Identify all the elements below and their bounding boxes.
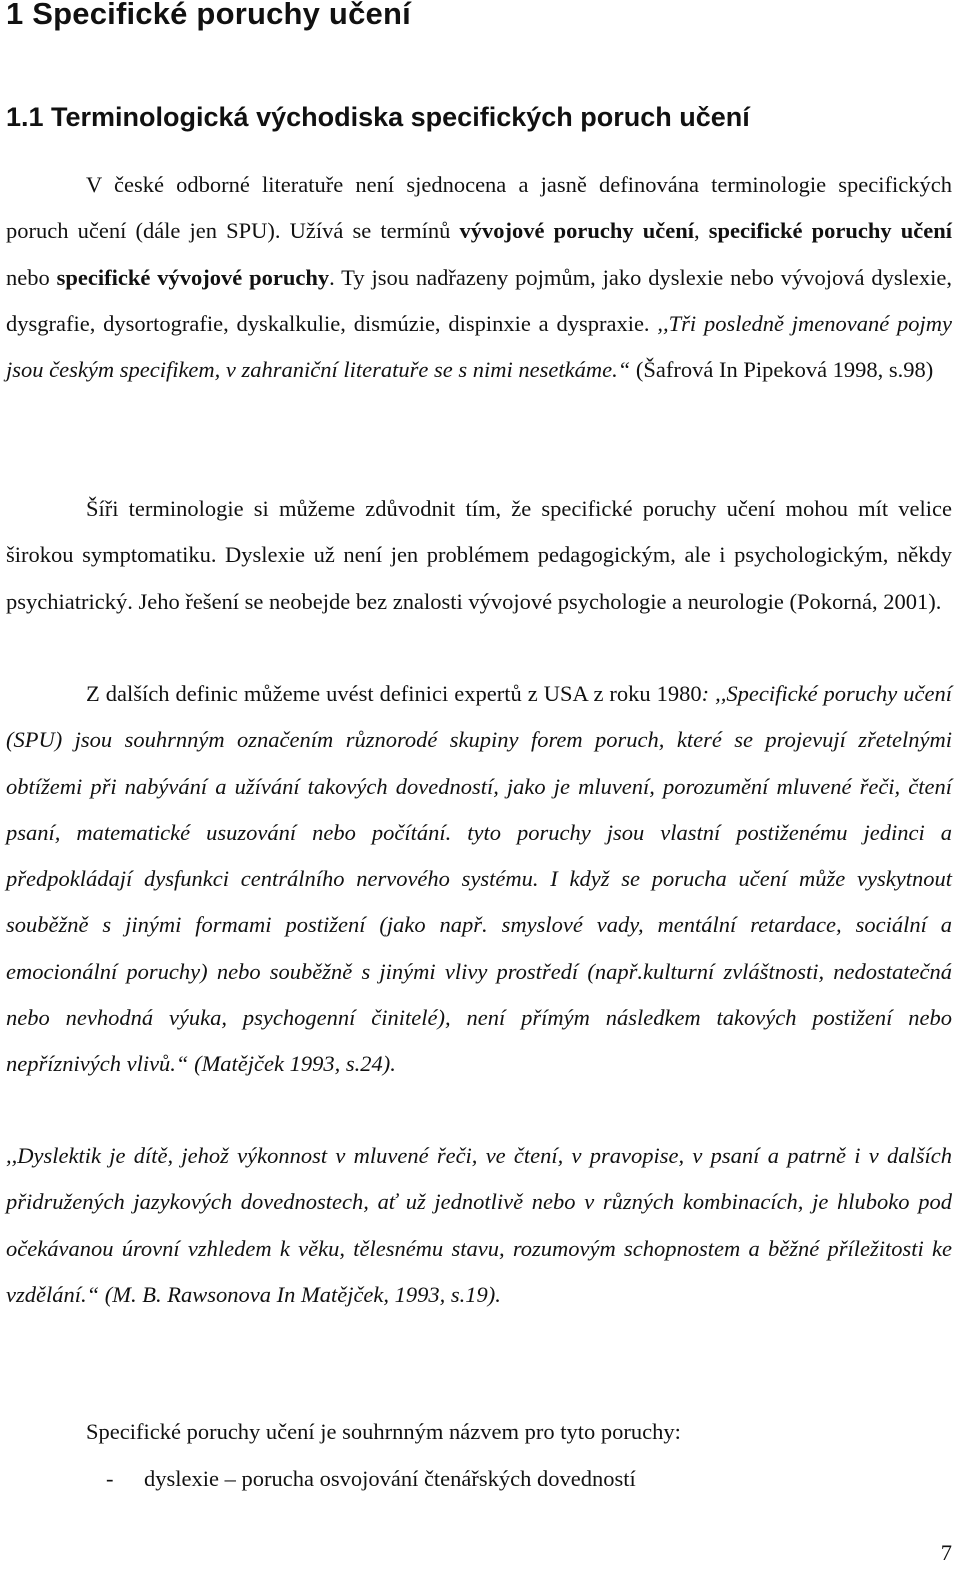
list-item bbox=[106, 1456, 636, 1502]
term-bold: vývojové poruchy učení bbox=[459, 218, 694, 244]
list-item-text: dyslexie – porucha osvojování čtenářských dovedností bbox=[144, 1466, 636, 1491]
paragraph-text: nebo bbox=[6, 264, 57, 290]
citation: (Šafrová In Pipeková 1998, s.98) bbox=[630, 357, 934, 383]
paragraph-text: Z dalších definic můžeme uvést definici expertů z USA z roku 1980 bbox=[86, 681, 702, 706]
section-title: 1.1 Terminologická východiska specifických poruch učení bbox=[6, 102, 750, 132]
page-number: 7 bbox=[940, 1540, 952, 1565]
quotation: : ,,Specifické poruchy učení (SPU) jsou souhrnným označením různorodé skupiny forem poruch, které se projevují zřetelnými obtížemi při nabývání a užívání takových dovedností, jako je mluvení, porozumění mluvené řeči, čtení psaní, matematické usuzování nebo počítání. tyto poruchy jsou vlastní postiženému jedinci a předpokládají dysfunkci centrálního nervového systému. I když se porucha učení může vyskytnout souběžně s jinými formami postižení (jako např. smyslové vady, mentální retardace, sociální a emocionální poruchy) nebo souběžně s jinými vlivy prostředí (např.kulturní zvláštnosti, nedostatečná nebo nevhodná výuka, psychogenní činitelé), není přímým následkem takových postižení nebo nepříznivých vlivů.“ (Matějček 1993, s.24). bbox=[6, 681, 952, 1077]
paragraph-terminology bbox=[6, 162, 952, 393]
term-bold: specifické vývojové poruchy bbox=[56, 264, 330, 290]
paragraph-list-intro: Specifické poruchy učení je souhrnným názvem pro tyto poruchy: bbox=[86, 1419, 681, 1444]
paragraph-text: . Ty jsou nadřazeny pojmům, jako dyslexie nebo vývojová dyslexie, dysgrafie, dysortografie, dyskalkulie, dismúzie, dispinxie a dyspraxie. bbox=[6, 264, 952, 336]
term-bold: specifické poruchy učení bbox=[708, 218, 952, 244]
list-dash: - bbox=[106, 1466, 114, 1491]
paragraph-text: , bbox=[694, 218, 709, 244]
paragraph-symptomatics: Šíři terminologie si můžeme zdůvodnit tím, že specifické poruchy učení mohou mít velice širokou symptomatiku. Dyslexie už není jen problémem pedagogickým, ale i psychologickým, někdy psychiatrický. Jeho řešení se neobejde bez znalosti vývojové psychologie a neurologie (Pokorná, 2001). bbox=[6, 496, 952, 614]
quotation: ,,Dyslektik je dítě, jehož výkonnost v mluvené řeči, ve čtení, v pravopise, v psaní a patrně i v dalších přidružených jazykových dovednostech, ať už jednotlivě nebo v různých kombinacích, je hluboko pod očekávanou úrovní vzhledem k věku, tělesnému stavu, rozumovým schopnostem a běžné příležitosti ke vzdělání.“ (M. B. Rawsonova In Matějček, 1993, s.19). bbox=[6, 1143, 952, 1307]
quotation: ,,Tři posledně jmenované pojmy jsou českým specifikem, v zahraniční literatuře se s nimi nesetkáme.“ bbox=[6, 310, 952, 383]
paragraph-text: V české odborné literatuře není sjednocena a jasně definována terminologie specifických poruch učení (dále jen SPU). Užívá se termínů bbox=[6, 172, 952, 244]
chapter-title: 1 Specifické poruchy učení bbox=[6, 0, 411, 31]
paragraph-usa-definition bbox=[6, 671, 952, 1088]
paragraph-dyslektik-definition bbox=[6, 1133, 952, 1318]
disorder-list bbox=[106, 1456, 636, 1502]
